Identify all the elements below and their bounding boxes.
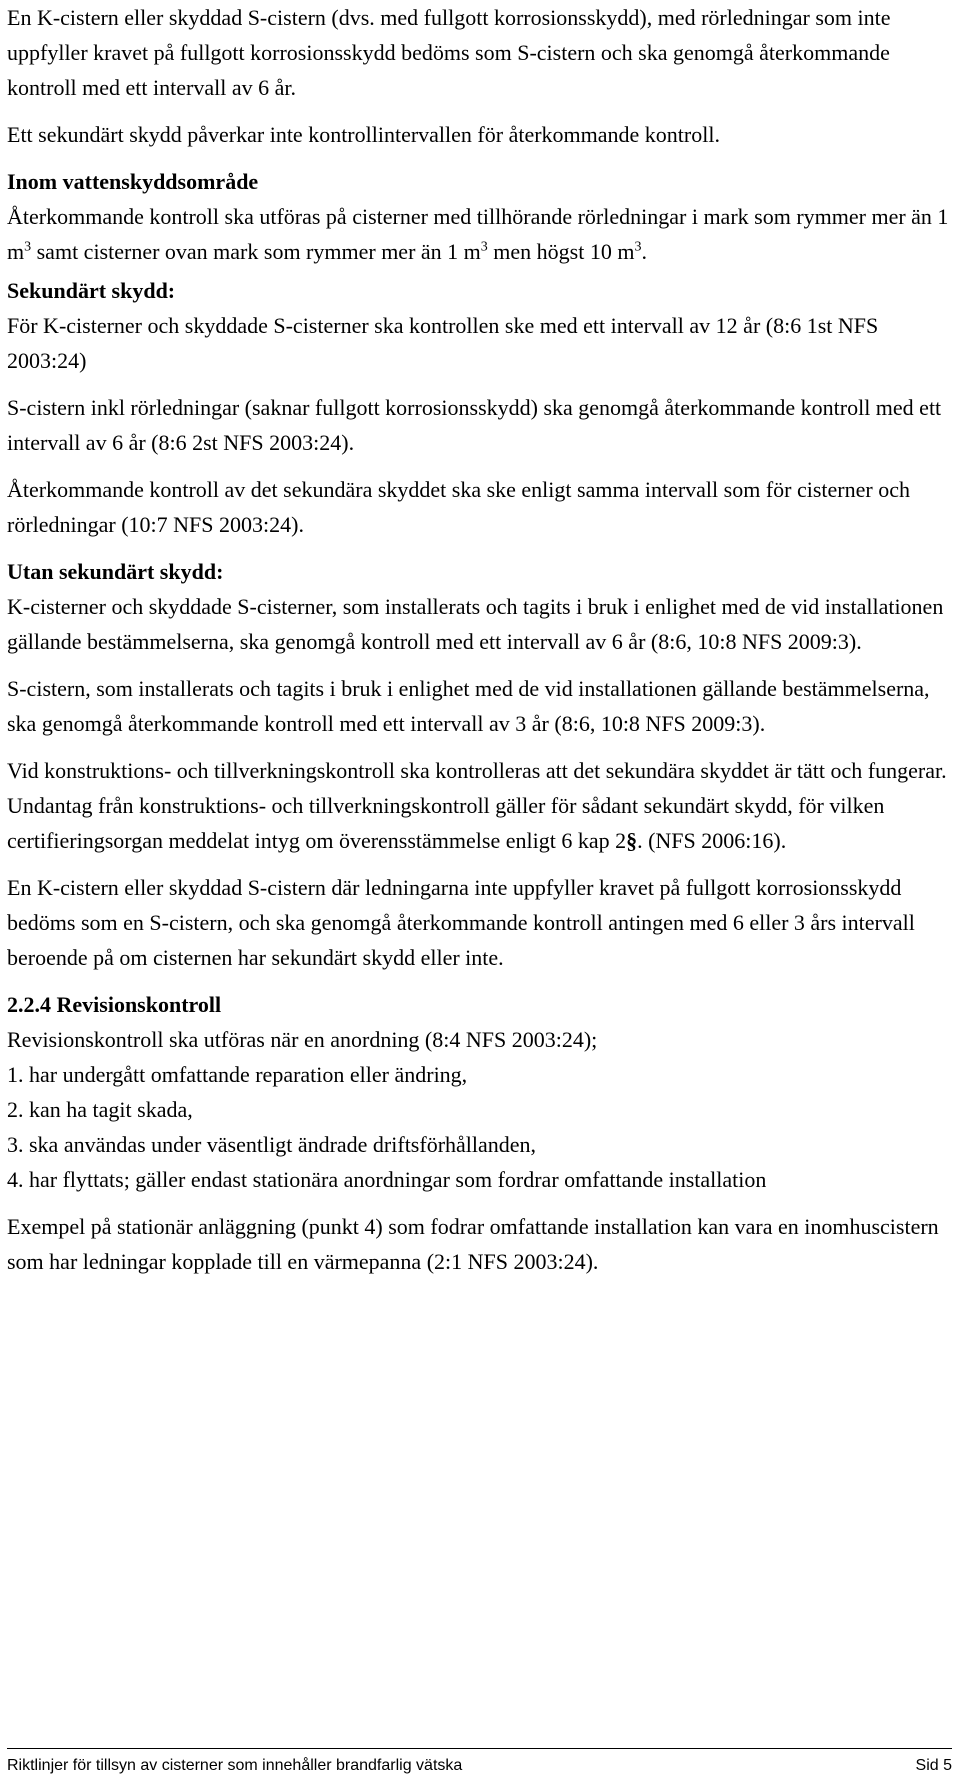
list-item: 2. kan ha tagit skada, [7,1097,193,1122]
footer-page-number: Sid 5 [915,1757,952,1774]
paragraph-k-cisterner-12ar: För K-cisterner och skyddade S-cisterner ska kontrollen ske med ett intervall av 12 år (8:6 1st NFS 2003:24) [7,313,879,373]
paragraph-korrosionsskydd: En K-cistern eller skyddad S-cistern (dvs. med fullgott korrosionsskydd), med rörledningar som inte uppfyller kravet på fullgott korrosionsskydd bedöms som S-cistern och ska genomgå återkommande kontroll med ett intervall av 6 år. [7,5,891,100]
paragraph-s-cistern-3ar: S-cistern, som installerats och tagits i bruk i enlighet med de vid installationen gällande bestämmelserna, ska genomgå återkommande kontroll med ett intervall av 3 år (8:6, 10:8 NFS 2009:3). [7,676,930,736]
paragraph-ledningar-korrosionsskydd: En K-cistern eller skyddad S-cistern där ledningarna inte uppfyller kravet på fullgott korrosionsskydd bedöms som en S-cistern, och ska genomgå återkommande kontroll antingen med 6 eller 3 års intervall beroende på om cisternen har sekundärt skydd eller inte. [7,875,915,970]
paragraph-s-cistern-6ar: S-cistern inkl rörledningar (saknar fullgott korrosionsskydd) ska genomgå återkommande kontroll med ett intervall av 6 år (8:6 2st NFS 2003:24). [7,395,942,455]
list-item: 3. ska användas under väsentligt ändrade driftsförhållanden, [7,1132,537,1157]
heading-sekundart-skydd: Sekundärt skydd: [7,278,176,303]
heading-utan-sekundart-skydd: Utan sekundärt skydd: [7,559,224,584]
document-body [7,0,952,1279]
list-item: 4. har flyttats; gäller endast stationära anordningar som fordrar omfattande installation [7,1167,767,1192]
paragraph-konstruktionskontroll: Vid konstruktions- och tillverkningskontroll ska kontrolleras att det sekundära skyddet är tätt och fungerar. Undantag från konstruktions- och tillverkningskontroll gäller för sådant sekundärt skydd, för vilken certifieringsorgan meddelat intyg om överensstämmelse enligt 6 kap 2§. (NFS 2006:16). [7,758,947,853]
footer-title: Riktlinjer för tillsyn av cisterner som innehåller brandfarlig vätska [7,1757,463,1774]
paragraph-exempel-stationar: Exempel på stationär anläggning (punkt 4) som fodrar omfattande installation kan vara en inomhuscistern som har ledningar kopplade till en värmepanna (2:1 NFS 2003:24). [7,1214,939,1274]
list-item: 1. har undergått omfattande reparation eller ändring, [7,1062,468,1087]
paragraph-sekundart-skydd-note: Ett sekundärt skydd påverkar inte kontrollintervallen för återkommande kontroll. [7,122,720,147]
revisionskontroll-list [7,1057,952,1197]
heading-vattenskyddsomrade: Inom vattenskyddsområde [7,169,259,194]
paragraph-revisionskontroll-intro: Revisionskontroll ska utföras när en anordning (8:4 NFS 2003:24); [7,1027,598,1052]
paragraph-vattenskydd-krav: Återkommande kontroll ska utföras på cisterner med tillhörande rörledningar i mark som rymmer mer än 1 $m^3$ samt cisterner ovan mark som rymmer mer än 1 $m^3$ men högst 10 $m^3$. [7,204,949,264]
paragraph-sekundara-skyddet: Återkommande kontroll av det sekundära skyddet ska ske enligt samma intervall som för cisterner och rörledningar (10:7 NFS 2003:24). [7,477,910,537]
paragraph-k-cisterner-6ar: K-cisterner och skyddade S-cisterner, som installerats och tagits i bruk i enlighet med de vid installationen gällande bestämmelserna, ska genomgå kontroll med ett intervall av 6 år (8:6, 10:8 NFS 2009:3). [7,594,944,654]
page-footer [7,1748,952,1777]
heading-revisionskontroll: 2.2.4 Revisionskontroll [7,992,222,1017]
